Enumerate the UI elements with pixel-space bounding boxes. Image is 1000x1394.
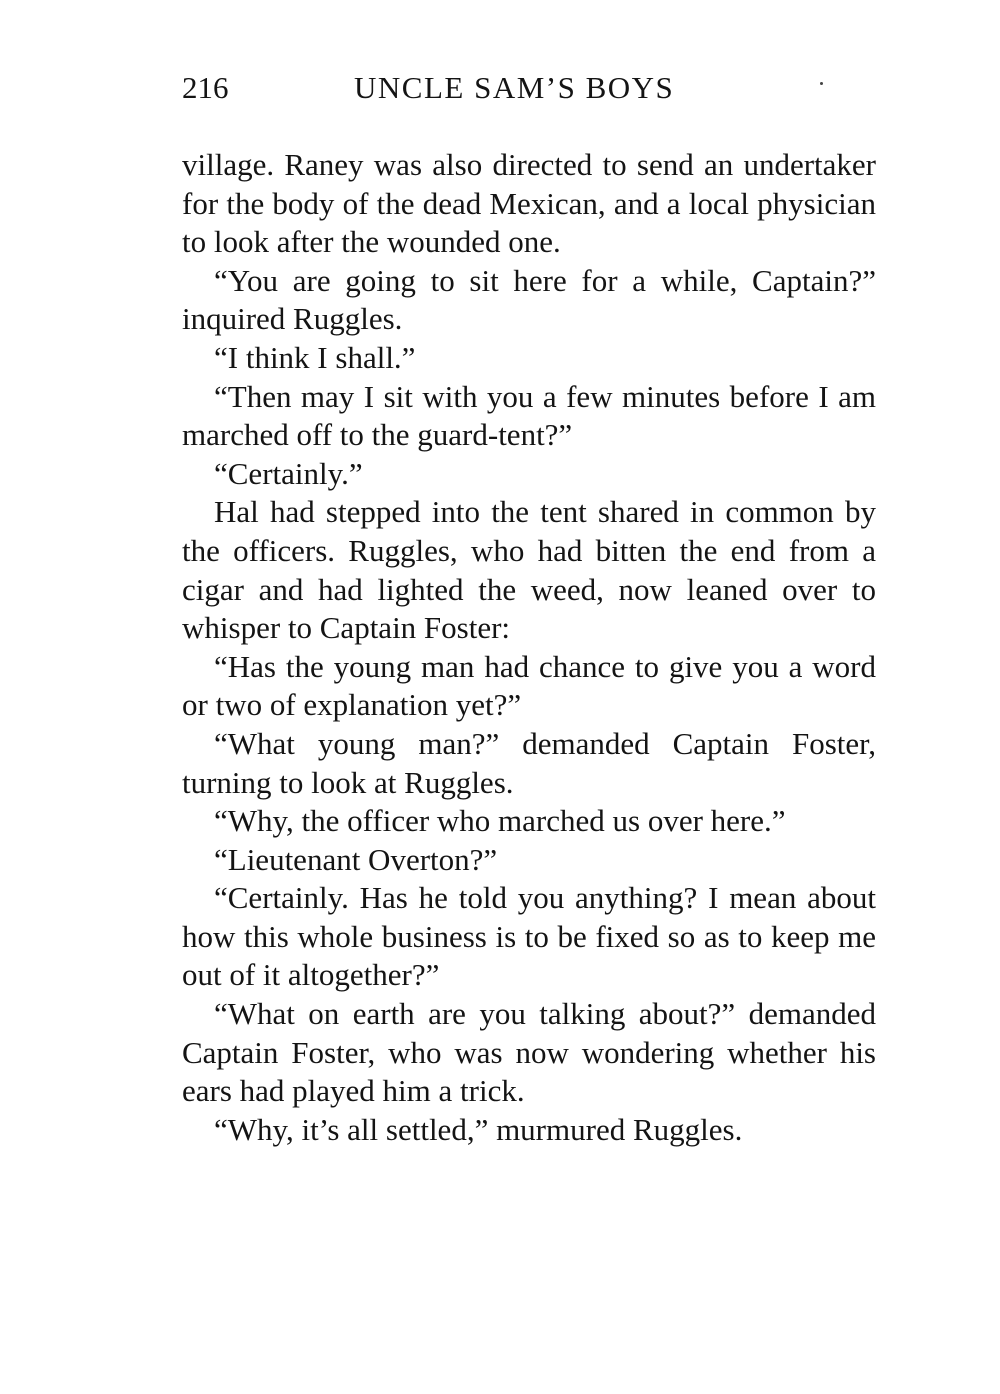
page-header xyxy=(182,66,876,110)
paragraph: “I think I shall.” xyxy=(214,339,416,375)
body-text xyxy=(182,146,876,1149)
paragraph: “Why, the officer who marched us over here.” xyxy=(214,803,786,839)
print-speck xyxy=(820,82,823,85)
paragraph: “What young man?” demanded Captain Foster, turning to look at Ruggles. xyxy=(182,725,876,800)
paragraph: “Has the young man had chance to give you a word or two of explanation yet?” xyxy=(182,648,876,723)
paragraph: “Then may I sit with you a few minutes before I am marched off to the guard-tent?” xyxy=(182,378,876,453)
paragraph: “Certainly. Has he told you anything? I mean about how this whole business is to be fixed so as to keep me out of it altogether?” xyxy=(182,880,876,993)
paragraph: “Why, it’s all settled,” murmured Ruggles. xyxy=(214,1111,743,1147)
paragraph: “You are going to sit here for a while, Captain?” inquired Ruggles. xyxy=(182,262,876,337)
paragraph: village. Raney was also directed to send an undertaker for the body of the dead Mexican, and a local physician to look after the wounded one. xyxy=(182,147,876,260)
paragraph: “Certainly.” xyxy=(214,455,363,491)
paragraph: Hal had stepped into the tent shared in common by the officers. Ruggles, who had bitten the end from a cigar and had lighted the weed, now leaned over to whisper to Captain Foster: xyxy=(182,494,876,646)
paragraph: “What on earth are you talking about?” demanded Captain Foster, who was now wondering whether his ears had played him a trick. xyxy=(182,996,876,1109)
page-number: 216 xyxy=(182,70,229,105)
running-head: UNCLE SAM’S BOYS xyxy=(354,70,675,105)
paragraph: “Lieutenant Overton?” xyxy=(214,841,498,877)
